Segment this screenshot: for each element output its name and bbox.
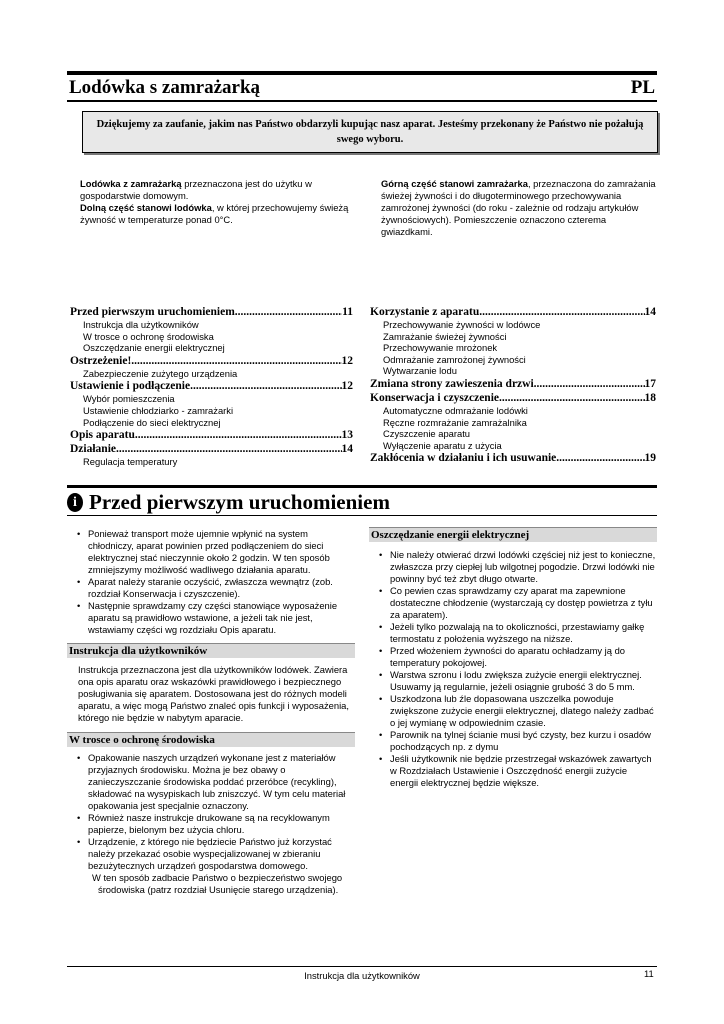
- footer-rule: [67, 966, 657, 967]
- list-item: • Aparat należy staranie oczyścić, zwłaszcza wewnątrz (zob. rozdział Konserwacja i czyszczenie).: [67, 576, 355, 600]
- toc-entry: [70, 305, 353, 319]
- list-item: • Nie należy otwierać drzwi lodówki częściej niż jest to konieczne, zwłaszcza przy ciepłej lub wilgotnej pogodzie. Drzwi lodówki nie powinny być też zbyt długo otwarte.: [369, 549, 657, 585]
- toc-leader-dots: [116, 442, 342, 456]
- toc-leader-dots: [135, 428, 342, 442]
- list-item: • Następnie sprawdzamy czy części stanowiące wyposażenie aparatu są prawidłowo wstawione, a jeżeli tak nie jest, wstawiamy części wg rozdziału Opis aparatu.: [67, 600, 355, 636]
- toc-entry-title: Przed pierwszym uruchomieniem: [70, 306, 235, 318]
- toc-left: [70, 305, 353, 468]
- section-rule-bottom: [67, 515, 657, 516]
- footer-text: Instrukcja dla użytkowników: [304, 970, 420, 981]
- toc-leader-dots: [190, 379, 341, 393]
- list-item: • Opakowanie naszych urządzeń wykonane jest z materiałów przyjaznych środowisku. Można je bez obawy o zanieczyszczanie środowiska poddać przeróbce (recykling), składować na wysypiskach lub zniszczyć. W tym celu materiał opakowania jest specjalnie oznaczony.: [67, 752, 355, 812]
- toc-subentry: Oszczędzanie energii elektrycznej: [83, 342, 225, 354]
- toc-subentry: Czyszczenie aparatu: [383, 428, 471, 440]
- language-code: PL: [630, 77, 655, 98]
- info-icon: i: [67, 493, 83, 512]
- toc-entry-title: Konserwacja i czyszczenie: [370, 391, 500, 404]
- toc-entry-title: Zmiana strony zawieszenia drzwi: [370, 377, 534, 390]
- toc-entry: [70, 354, 353, 368]
- intro-left-text-2: , w której przechowujemy świeżą żywność w temperaturze ponad 0°C.: [80, 202, 349, 225]
- toc-entry-page: 14: [644, 306, 656, 318]
- toc-entry-title: Ostrzeżenie!: [70, 354, 132, 367]
- section-rule-top: [67, 485, 657, 488]
- toc-entry: [70, 442, 353, 456]
- toc-subentry: Przechowywanie żywności w lodówce: [383, 319, 541, 330]
- toc-leader-dots: [235, 305, 342, 319]
- toc-subentry: Ręczne rozmrażanie zamrażalnika: [383, 416, 527, 428]
- toc-entry: [370, 451, 656, 465]
- toc-entry: [370, 305, 656, 319]
- toc-subentry: Przechowywanie mrożonek: [383, 342, 498, 354]
- toc-entry: [370, 377, 656, 391]
- toc-subentry: Instrukcja dla użytkowników: [83, 319, 199, 330]
- toc-entry-title: Korzystanie z aparatu: [370, 306, 480, 318]
- toc-right: [370, 305, 656, 465]
- toc-subentry: Zamrażanie świeżej żywności: [383, 330, 507, 342]
- page-number: 11: [644, 968, 654, 979]
- toc-entry-page: 19: [644, 452, 656, 465]
- toc-entry-page: 11: [342, 306, 353, 318]
- toc-entry-page: 17: [644, 377, 656, 390]
- toc-subentry: Podłączenie do sieci elektrycznej: [83, 416, 221, 428]
- header-rule-bottom: [67, 100, 657, 102]
- intro-left-text-1: przeznaczona jest do użytku w gospodarstwie domowym.: [80, 178, 312, 201]
- toc-subentry: Automatyczne odmrażanie lodówki: [383, 404, 528, 416]
- toc-subentry: Wytwarzanie lodu: [383, 365, 457, 377]
- toc-subentry: Zabezpieczenie zużytego urządzenia: [83, 367, 238, 379]
- toc-entry: [70, 379, 353, 393]
- toc-subentry: Wyłączenie aparatu z użycia: [383, 439, 502, 451]
- section-title: Przed pierwszym uruchomieniem: [89, 490, 390, 514]
- list-item: • Jeżeli tylko pozwalają na to okoliczności, przestawiamy gałkę termostatu z położenia wyższego na niższe.: [369, 621, 657, 645]
- preparation-list: [67, 528, 355, 636]
- list-item: • Co pewien czas sprawdzamy czy aparat ma zapewnione dostateczne chłodzenie (wystarczają cy dostęp powietrza z tyłu za aparatem).: [369, 585, 657, 621]
- instr-heading: Instrukcja dla użytkowników: [67, 643, 355, 658]
- toc-entry: [370, 391, 656, 405]
- list-item: • Przed włożeniem żywności do aparatu ochładzamy ją do temperatury pokojowej.: [369, 645, 657, 669]
- right-column: [369, 527, 657, 789]
- toc-subentry: Wybór pomieszczenia: [83, 393, 175, 405]
- list-item: • Ponieważ transport może ujemnie wpłynić na system chłodniczy, aparat powinien przed podłączeniem do sieci elektrycznej stać nieczynnie około 2 godzin. W ten sposób zmniejszymy możliwość wadliwego działania aparatu.: [67, 528, 355, 576]
- toc-entry-page: 18: [644, 391, 656, 404]
- list-item: • Również nasze instrukcje drukowane są na recyklowanym papierze, bielonym bez użycia chloru.: [67, 812, 355, 836]
- toc-leader-dots: [499, 391, 644, 405]
- section-heading: [67, 490, 390, 515]
- energy-heading: Oszczędzanie energii elektrycznej: [369, 527, 657, 542]
- toc-entry-page: 14: [341, 443, 353, 456]
- toc-entry: [70, 428, 353, 442]
- list-item: • Uszkodzona lub źle dopasowana uszczelka powoduje zwiększone zużycie energii elektrycznej, dlatego należy zadbać o jej wymianę w odpowiednim czasie.: [369, 693, 657, 729]
- intro-left-bold-1: Lodówka z zamrażarką: [80, 178, 182, 189]
- header-rule-top: [67, 71, 657, 75]
- toc-entry-title: Ustawienie i podłączenie: [70, 380, 191, 393]
- toc-subentry: W trosce o ochronę środowiska: [83, 330, 214, 342]
- toc-leader-dots: [479, 305, 644, 319]
- toc-subentry: Regulacja temperatury: [83, 456, 178, 468]
- intro-left: [80, 178, 350, 226]
- toc-subentry: Ustawienie chłodziarko - zamrażarki: [83, 404, 234, 416]
- list-item: • Warstwa szronu i lodu zwiększa zużycie energii elektrycznej. Usuwamy ją regularnie, jeżeli osiągnie grubość 3 do 5 mm.: [369, 669, 657, 693]
- env-heading: W trosce o ochronę środowiska: [67, 732, 355, 747]
- toc-entry-title: Zakłócenia w działaniu i ich usuwanie: [370, 452, 557, 465]
- page-title: Lodówka s zamrażarką: [69, 77, 261, 98]
- toc-leader-dots: [556, 451, 644, 465]
- toc-leader-dots: [131, 354, 341, 368]
- toc-entry-title: Opis aparatu: [70, 429, 135, 442]
- energy-list: [369, 549, 657, 789]
- instr-text: Instrukcja przeznaczona jest dla użytkowników lodówek. Zawiera ona opis aparatu oraz wskazówki prawidłowego i bezpiecznego posługiwania się aparatem. Dostosowana jest do różnych modeli aparatu, a więc mogą Państwo znaleć opis funkcji i wyposażenia, którego nie będzie w nabytym aparacie.: [78, 664, 349, 723]
- toc-entry-page: 12: [341, 354, 353, 367]
- toc-subentry: Odmrażanie zamrożonej żywności: [383, 353, 526, 365]
- intro-right-text-1: , przeznaczona do zamrażania świeżej żywności i do długoterminowego przechowywania zamrożonej żywności (do roku - zależnie od rodzaju artykułów żywnościowych). Pomieszczenie oznaczono czterema gwiazdkami.: [381, 178, 656, 237]
- toc-entry-page: 12: [341, 380, 353, 393]
- toc-leader-dots: [534, 377, 645, 391]
- list-item: • Urządzenie, z którego nie będziecie Państwo już korzystać należy przekazać osobie wyspecjalizowanej w zbieraniu bezużytecznych urządzeń gospodarstwa domowego.: [67, 836, 355, 872]
- left-column: [67, 528, 355, 896]
- list-item: • Parownik na tylnej ścianie musi być czysty, bez kurzu i osadów pochodzących np. z dymu: [369, 729, 657, 753]
- env-cont-text: W ten sposób zadbacie Państwo o bezpieczeństwo swojego środowiska (patrz rozdział Usunięcie starego urządzenia).: [92, 872, 343, 895]
- intro-right: [381, 178, 656, 238]
- env-list: [67, 752, 355, 872]
- list-item: • Jeśli użytkownik nie będzie przestrzegał wskazówek zawartych w Rozdziałach Ustawienie i Oszczędność energii zużycie energii elektrycznej będzie większe.: [369, 753, 657, 789]
- toc-entry-page: 13: [341, 429, 353, 442]
- intro-right-bold-1: Górną część stanowi zamrażarka: [381, 178, 528, 189]
- thanks-box: Dziękujemy za zaufanie, jakim nas Państwo obdarzyli kupując nasz aparat. Jesteśmy przekonany że Państwo nie pożałują swego wyboru.: [82, 111, 658, 153]
- intro-left-bold-2: Dolną część stanowi lodówka: [80, 202, 212, 213]
- toc-entry-title: Działanie: [70, 443, 116, 456]
